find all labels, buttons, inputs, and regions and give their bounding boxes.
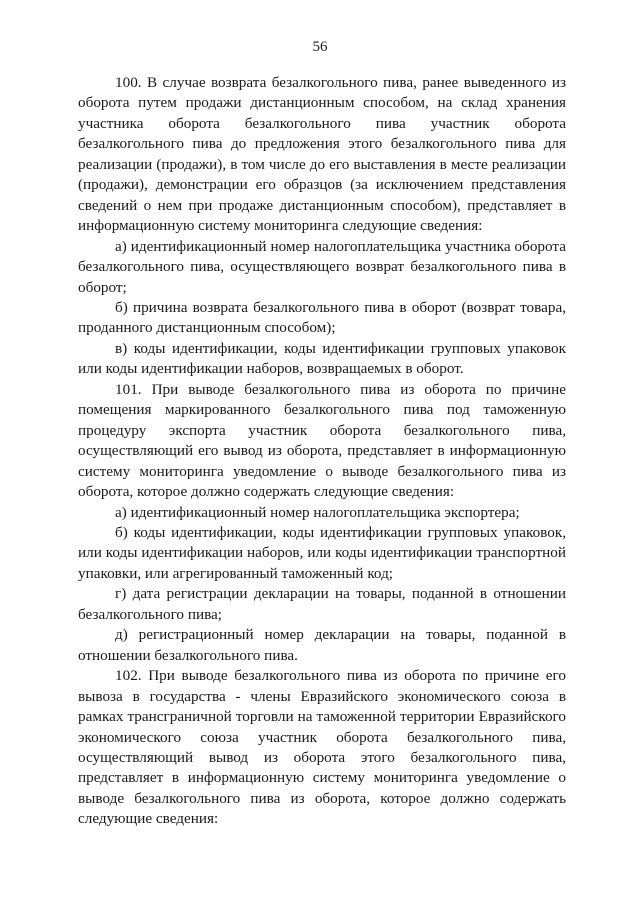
paragraph-100-item-v: в) коды идентификации, коды идентификации групповых упаковок или коды идентификации наборов, возвращаемых в оборот. <box>78 339 566 378</box>
paragraph-100-item-a: а) идентификационный номер налогоплательщика участника оборота безалкогольного пива, осуществляющего возврат безалкогольного пива в оборот; <box>78 237 566 296</box>
paragraph-101-item-a: а) идентификационный номер налогоплательщика экспортера; <box>115 503 520 521</box>
paragraph-100-item-b: б) причина возврата безалкогольного пива в оборот (возврат товара, проданного дистанционным способом); <box>78 298 566 337</box>
paragraph-101-item-g: г) дата регистрации декларации на товары, поданной в отношении безалкогольного пива; <box>78 585 566 623</box>
paragraph-100: 100. В случае возврата безалкогольного пива, ранее выведенного из оборота путем продажи дистанционным способом, на склад хранения участника оборота безалкогольного пива участник оборота безалкогольного пива до предложения этого безалкогольного пива для реализации (продажи), в том числе до его выставления в месте реализации (продажи), демонстрации его образцов (за исключением представления сведений о нем при продаже дистанционным способом), представляет в информационную систему мониторинга следующие сведения: <box>78 74 566 235</box>
paragraph-101-item-d: д) регистрационный номер декларации на товары, поданной в отношении безалкогольного пива. <box>78 626 566 664</box>
page-number: 56 <box>312 39 328 55</box>
paragraph-101-item-b: б) коды идентификации, коды идентификации групповых упаковок, или коды идентификации наборов, или коды идентификации транспортной упаковки, или агрегированный таможенный код; <box>78 523 566 582</box>
document-body <box>78 73 566 830</box>
paragraph-102: 102. При выводе безалкогольного пива из оборота по причине его вывоза в государства - члены Евразийского экономического союза в рамках трансграничной торговли на таможенной территории Евразийского экономического союза участник оборота безалкогольного пива, осуществляющий вывод из оборота этого безалкогольного пива, представляет в информационную систему мониторинга уведомление о выводе безалкогольного пива из оборота, которое должно содержать следующие сведения: <box>78 667 566 828</box>
paragraph-101: 101. При выводе безалкогольного пива из оборота по причине помещения маркированного безалкогольного пива под таможенную процедуру экспорта участник оборота безалкогольного пива, осуществляющий его вывод из оборота, представляет в информационную систему мониторинга уведомление о выводе безалкогольного пива из оборота, которое должно содержать следующие сведения: <box>78 380 566 501</box>
